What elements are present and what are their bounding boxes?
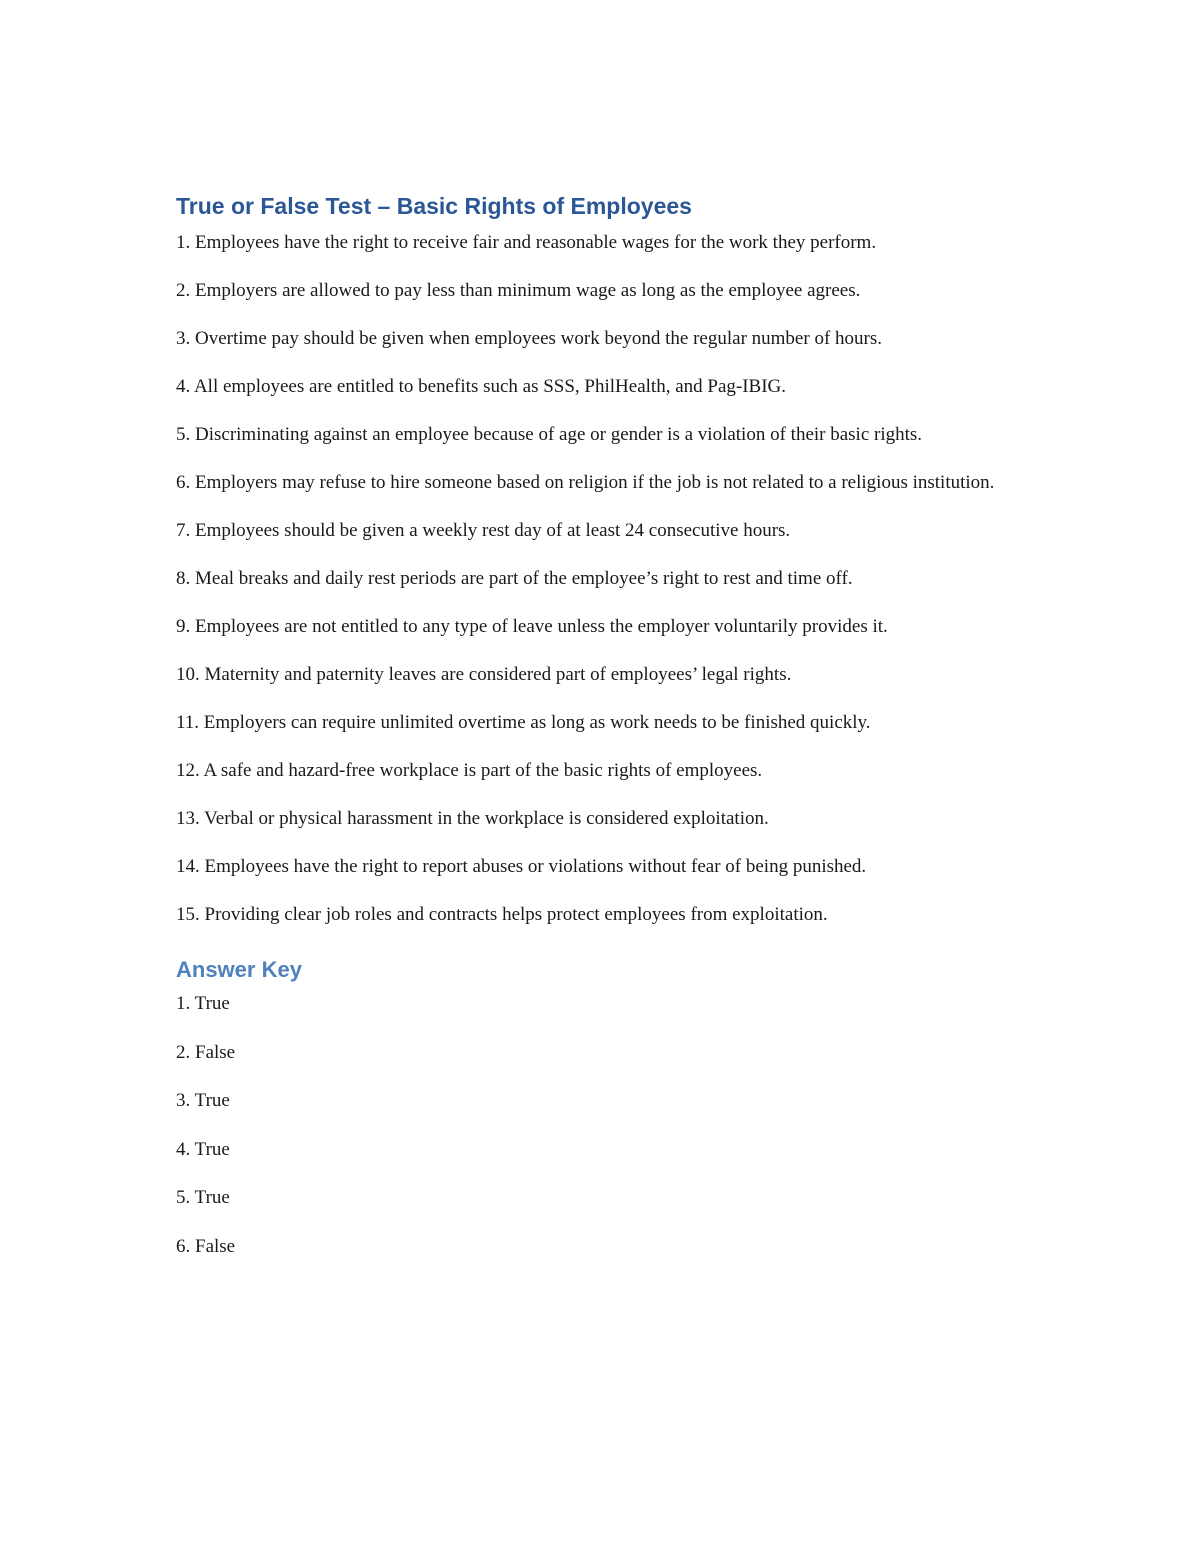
answer-value: True — [194, 1090, 230, 1111]
question-text: Employers can require unlimited overtime as long as work needs to be finished quickly. — [203, 712, 871, 733]
answer-number: 4. — [176, 1138, 191, 1160]
question-item — [176, 468, 1036, 497]
answer-item — [176, 1183, 1036, 1212]
page-title: True or False Test – Basic Rights of Employees — [176, 193, 692, 219]
answer-value: True — [194, 1187, 230, 1208]
question-text: Maternity and paternity leaves are considered part of employees’ legal rights. — [204, 664, 792, 685]
question-text: Discriminating against an employee because of age or gender is a violation of their basic rights. — [195, 424, 923, 445]
answer-item — [176, 1135, 1036, 1164]
question-number: 9. — [176, 616, 191, 637]
question-number: 11. — [176, 712, 200, 733]
question-item — [176, 660, 1036, 689]
question-number: 3. — [176, 328, 191, 349]
question-number: 8. — [176, 568, 191, 589]
question-number: 13. — [176, 808, 200, 829]
answer-value: False — [195, 1041, 236, 1063]
answer-number: 3. — [176, 1090, 191, 1111]
answer-key-heading: Answer Key — [176, 957, 302, 982]
question-text: Employees have the right to report abuses or violations without fear of being punished. — [204, 856, 867, 877]
question-text: Providing clear job roles and contracts helps protect employees from exploitation. — [204, 904, 828, 925]
question-text: Meal breaks and daily rest periods are part of the employee’s right to rest and time off. — [195, 568, 853, 589]
question-text: Employees should be given a weekly rest day of at least 24 consecutive hours. — [195, 520, 791, 541]
answer-list — [176, 989, 1036, 1261]
question-list — [176, 228, 1036, 929]
answer-value: True — [194, 993, 230, 1014]
question-text: Employees are not entitled to any type of leave unless the employer voluntarily provides it. — [195, 616, 888, 637]
question-number: 15. — [176, 904, 200, 925]
answer-item — [176, 1086, 1036, 1115]
answer-item — [176, 1038, 1036, 1067]
question-text: A safe and hazard-free workplace is part of the basic rights of employees. — [203, 760, 763, 781]
answer-number: 1. — [176, 993, 191, 1014]
answer-number: 2. — [176, 1041, 191, 1063]
question-item — [176, 612, 1036, 641]
question-text: Employers may refuse to hire someone based on religion if the job is not related to a religious institution. — [195, 472, 995, 493]
question-number: 10. — [176, 664, 200, 685]
question-item — [176, 852, 1036, 881]
question-text: All employees are entitled to benefits such as SSS, PhilHealth, and Pag-IBIG. — [193, 376, 787, 397]
answer-value: True — [194, 1138, 230, 1160]
question-item — [176, 228, 1036, 257]
question-number: 2. — [176, 280, 191, 301]
answer-item — [176, 1232, 1036, 1261]
question-number: 5. — [176, 424, 191, 445]
question-text: Overtime pay should be given when employees work beyond the regular number of hours. — [195, 328, 882, 349]
question-number: 7. — [176, 520, 191, 541]
question-item — [176, 516, 1036, 545]
question-number: 12. — [176, 760, 200, 781]
question-item — [176, 372, 1036, 401]
question-item — [176, 324, 1036, 353]
question-item — [176, 804, 1036, 833]
question-item — [176, 708, 1036, 737]
question-number: 1. — [176, 232, 191, 253]
answer-item — [176, 989, 1036, 1018]
question-text: Verbal or physical harassment in the workplace is considered exploitation. — [204, 808, 769, 829]
answer-number: 5. — [176, 1187, 191, 1208]
question-item — [176, 756, 1036, 785]
question-item — [176, 900, 1036, 929]
document-content — [176, 190, 1036, 1280]
question-number: 4. — [176, 376, 191, 397]
question-number: 14. — [176, 856, 200, 877]
question-text: Employers are allowed to pay less than minimum wage as long as the employee agrees. — [195, 280, 861, 301]
question-text: Employees have the right to receive fair and reasonable wages for the work they perform. — [195, 232, 877, 253]
question-item — [176, 276, 1036, 305]
answer-value: False — [195, 1235, 236, 1257]
answer-number: 6. — [176, 1235, 191, 1257]
question-item — [176, 564, 1036, 593]
question-number: 6. — [176, 472, 191, 493]
question-item — [176, 420, 1036, 449]
